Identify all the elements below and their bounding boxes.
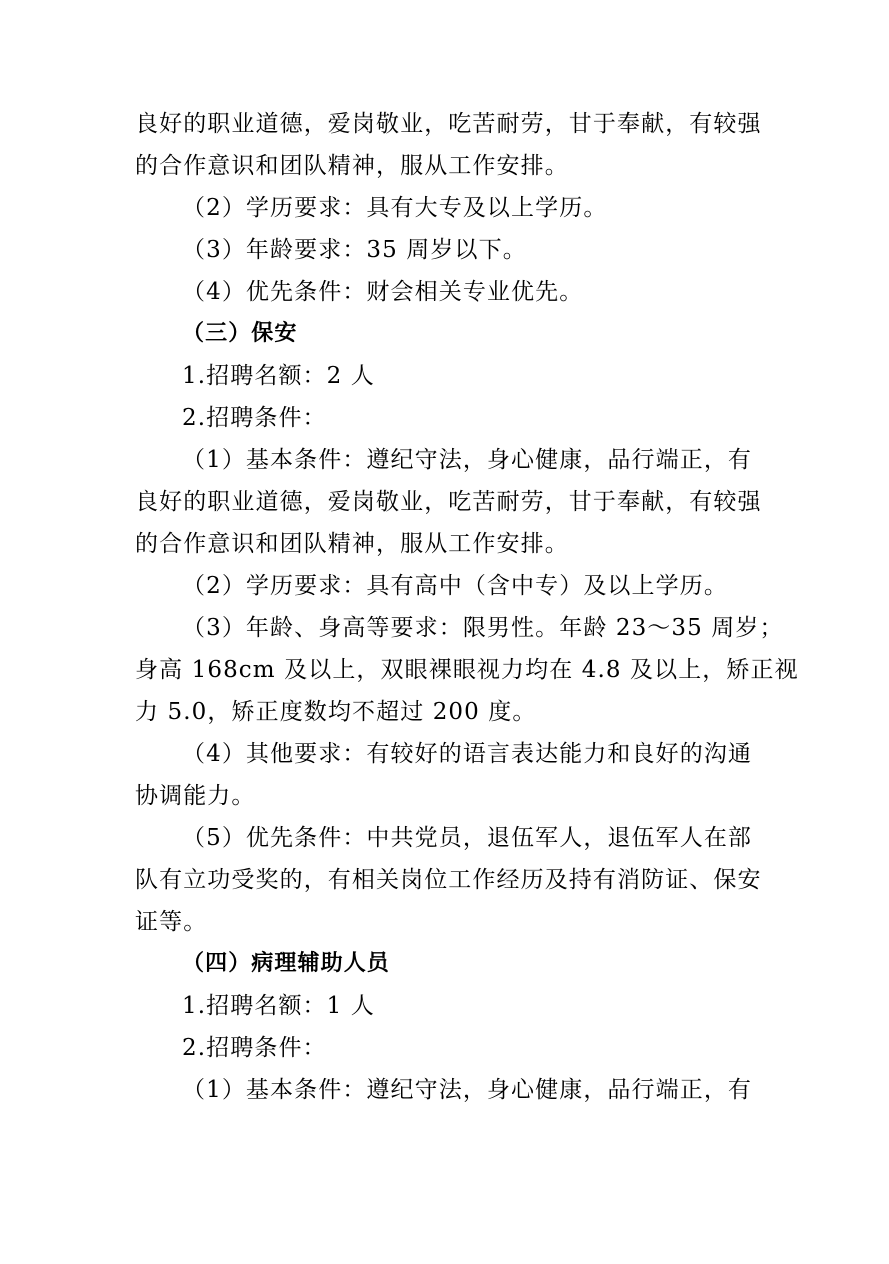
text-line: 的合作意识和团队精神，服从工作安排。 [135,153,569,179]
text-line: 协调能力。 [135,783,256,809]
text-line: （5）优先条件：中共党员，退伍军人，退伍军人在部 [182,825,753,851]
text-line: （2）学历要求：具有高中（含中专）及以上学历。 [182,573,728,599]
text-line: （1）基本条件：遵纪守法，身心健康，品行端正，有 [182,1077,753,1103]
text-line: 身高 168cm 及以上，双眼裸眼视力均在 4.8 及以上，矫正视 [135,657,799,683]
text-line: （4）其他要求：有较好的语言表达能力和良好的沟通 [182,741,753,767]
text-line: （4）优先条件：财会相关专业优先。 [182,279,584,305]
document-page [135,103,799,1111]
text-line: 的合作意识和团队精神，服从工作安排。 [135,531,569,557]
text-line: 良好的职业道德，爱岗敬业，吃苦耐劳，甘于奉献，有较强 [135,111,762,137]
text-line: （3）年龄要求：35 周岁以下。 [182,237,527,263]
text-line: 良好的职业道德，爱岗敬业，吃苦耐劳，甘于奉献，有较强 [135,489,762,515]
text-line: （3）年龄、身高等要求：限男性。年龄 23～35 周岁； [182,615,784,641]
text-line: 力 5.0，矫正度数均不超过 200 度。 [135,699,537,725]
text-line: 证等。 [135,909,208,935]
text-line: （2）学历要求：具有大专及以上学历。 [182,195,608,221]
text-line: 1.招聘名额：2 人 [182,363,375,389]
section-heading: （四）病理辅助人员 [182,951,390,976]
text-line: （1）基本条件：遵纪守法，身心健康，品行端正，有 [182,447,753,473]
text-line: 队有立功受奖的，有相关岗位工作经历及持有消防证、保安 [135,867,762,893]
text-line: 2.招聘条件： [182,405,327,431]
text-line: 1.招聘名额：1 人 [182,993,375,1019]
text-line: 2.招聘条件： [182,1035,327,1061]
section-heading: （三）保安 [182,321,298,346]
